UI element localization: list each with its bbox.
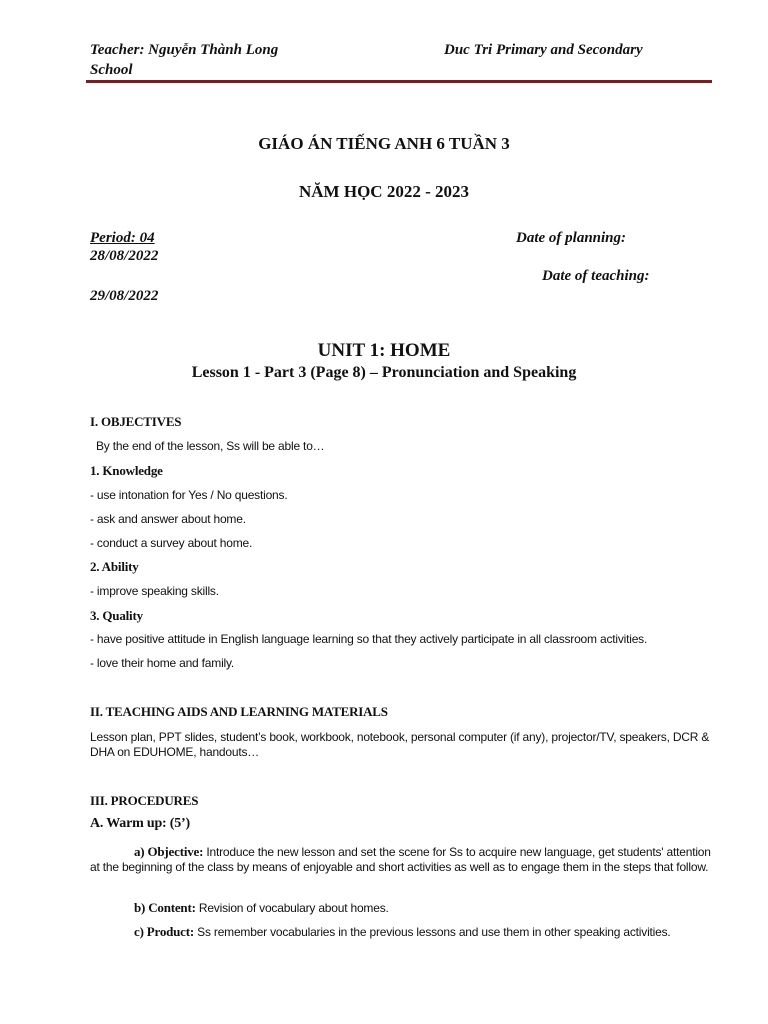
ability-item: - improve speaking skills. <box>90 584 219 598</box>
school-year: NĂM HỌC 2022 - 2023 <box>299 182 469 201</box>
content-paragraph <box>90 900 715 916</box>
knowledge-item: - conduct a survey about home. <box>90 536 253 550</box>
page-header <box>90 40 690 78</box>
product-label: c) Product: <box>134 924 195 939</box>
product-text: Ss remember vocabularies in the previous lessons and use them in other speaking activities. <box>197 925 671 939</box>
knowledge-item: - use intonation for Yes / No questions. <box>90 488 288 502</box>
school-name: Duc Tri Primary and Secondary <box>444 42 643 58</box>
product-paragraph <box>90 924 715 940</box>
planning-date-label: Date of planning: <box>516 230 627 246</box>
warmup-heading: A. Warm up: (5’) <box>90 816 190 831</box>
aids-text: Lesson plan, PPT slides, student’s book, workbook, notebook, personal computer (if any), projector/TV, speakers, DCR & DHA on EDUHOME, handouts… <box>90 730 710 759</box>
content-label: b) Content: <box>134 900 196 915</box>
objective-label: a) Objective: <box>134 844 204 859</box>
period-label: Period: 04 <box>90 230 155 246</box>
quality-item: - have positive attitude in English language learning so that they actively participate in all classroom activities. <box>90 632 648 646</box>
header-rule <box>86 80 712 83</box>
ability-heading: 2. Ability <box>90 559 139 574</box>
aids-heading: II. TEACHING AIDS AND LEARNING MATERIALS <box>90 704 388 719</box>
objectives-heading-block <box>90 414 715 429</box>
planning-date: 28/08/2022 <box>90 248 159 264</box>
objectives-heading: I. OBJECTIVES <box>90 414 182 429</box>
content-text: Revision of vocabulary about homes. <box>198 901 389 915</box>
quality-item: - love their home and family. <box>90 656 235 670</box>
knowledge-item: - ask and answer about home. <box>90 512 246 526</box>
knowledge-heading: 1. Knowledge <box>90 463 163 478</box>
lesson-title: Lesson 1 - Part 3 (Page 8) – Pronunciation and Speaking <box>191 364 577 381</box>
procedures-heading: III. PROCEDURES <box>90 793 199 808</box>
school-name-continued: School <box>90 62 133 78</box>
teaching-date: 29/08/2022 <box>90 288 159 304</box>
objective-text: Introduce the new lesson and set the scene for Ss to acquire new language, get students' attention at the beginning of the class by means of enjoyable and short activities as well as to engage them in the steps that follow. <box>90 845 711 874</box>
unit-title: UNIT 1: HOME <box>317 340 451 361</box>
teaching-date-label: Date of teaching: <box>542 268 650 284</box>
teacher-name: Teacher: Nguyễn Thành Long <box>90 42 279 58</box>
objectives-intro: By the end of the lesson, Ss will be able to… <box>96 439 325 453</box>
quality-heading: 3. Quality <box>90 608 143 623</box>
document-title: GIÁO ÁN TIẾNG ANH 6 TUẦN 3 <box>258 134 510 153</box>
objective-paragraph <box>90 844 715 875</box>
